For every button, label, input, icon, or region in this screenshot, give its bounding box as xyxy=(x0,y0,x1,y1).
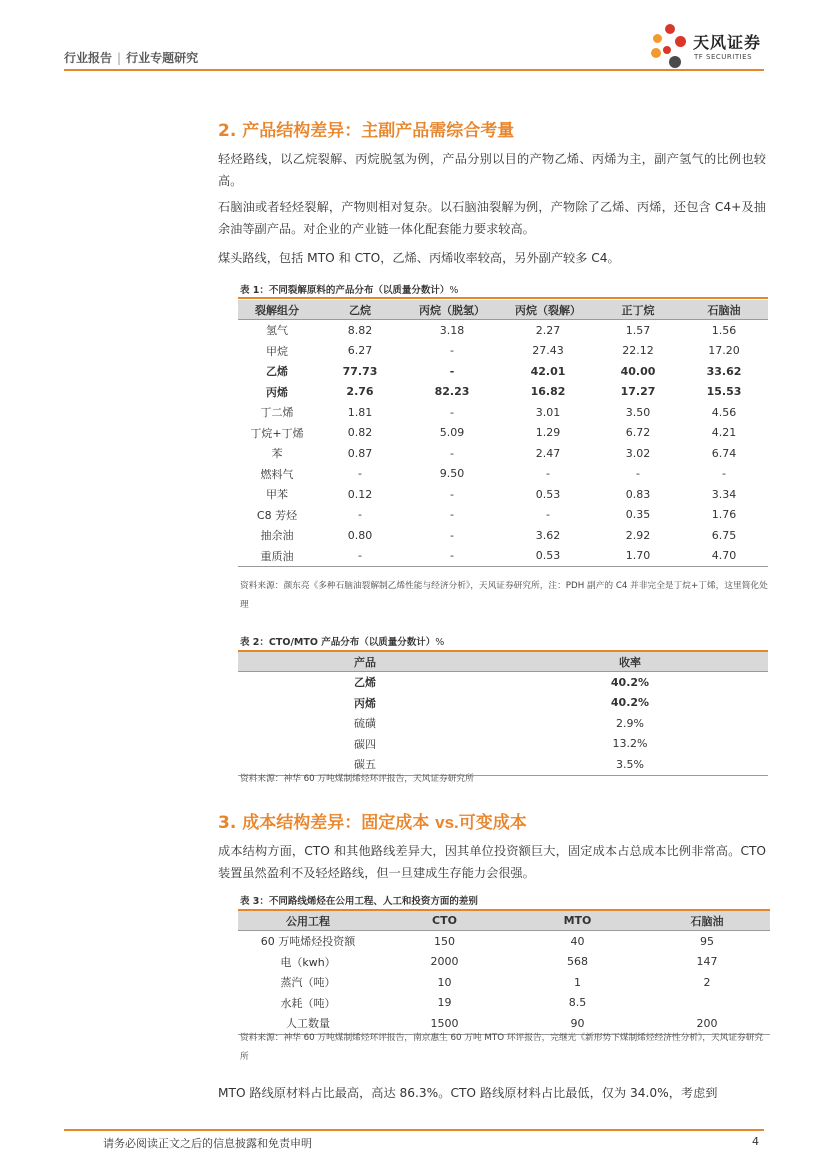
table-cell: 重质油 xyxy=(238,546,316,567)
table-row xyxy=(238,693,768,714)
table-cell: 3.18 xyxy=(439,323,465,337)
table-cell: 77.73 xyxy=(342,364,378,378)
table-cell: 乙烯 xyxy=(354,676,376,690)
table-1-unit: % xyxy=(449,285,459,296)
table-cell: - xyxy=(316,546,404,567)
section-3-heading-part-2: 可变成本 xyxy=(458,813,527,833)
table-cell: 33.62 xyxy=(706,364,742,378)
table-1-top-rule xyxy=(238,297,768,299)
logo-dot-icon xyxy=(669,56,681,68)
table-cell: - xyxy=(450,508,454,522)
table-cell: 3.01 xyxy=(535,405,561,419)
logo-text-en: TF SECURITIES xyxy=(694,53,753,61)
table-3-source: 资料来源：神华 60 万吨煤制烯烃环评报告，南京惠生 60 万吨 MTO 环评报告，完继光《新形势下煤制烯烃经济性分析》，天风证券研究所 xyxy=(240,1033,764,1062)
table-cell: - xyxy=(358,467,362,481)
table-cell: 2.47 xyxy=(535,446,561,460)
column-header: 裂解组分 xyxy=(238,300,316,320)
table-cell: 人工数量 xyxy=(238,1013,378,1034)
table-cell: - xyxy=(546,508,550,522)
table-cell: 0.83 xyxy=(625,487,651,501)
table-cell: - xyxy=(358,508,362,522)
table-cell: 40.00 xyxy=(620,364,656,378)
table-2 xyxy=(238,652,768,776)
table-cell: 16.82 xyxy=(530,385,566,399)
logo-dot-icon xyxy=(651,48,661,58)
tail-paragraph: MTO 路线原材料占比最高，高达 86.3%。CTO 路线原材料占比最低，仅为 34.0%，考虑到 xyxy=(218,1086,718,1100)
table-cell: 568 xyxy=(567,955,588,969)
table-cell: 60 万吨烯烃投资额 xyxy=(260,935,356,949)
table-cell: 2.9% xyxy=(616,716,644,730)
table-cell: 1.57 xyxy=(625,323,651,337)
header-divider xyxy=(64,69,764,71)
table-cell: 6.72 xyxy=(625,426,651,440)
table-cell: 8.5 xyxy=(568,996,587,1010)
company-logo xyxy=(651,24,771,72)
column-header: 石脑油 xyxy=(644,911,770,931)
table-row xyxy=(238,402,768,423)
table-cell: 0.53 xyxy=(500,546,596,567)
table-cell: 苯 xyxy=(271,447,283,461)
column-header: 公用工程 xyxy=(238,911,378,931)
table-cell: 82.23 xyxy=(434,385,470,399)
table-row xyxy=(238,972,770,993)
column-header: 丙烷（裂解） xyxy=(500,300,596,320)
table-cell: 2.27 xyxy=(535,323,561,337)
table-1-caption xyxy=(240,282,458,296)
table-cell: 6.75 xyxy=(711,528,737,542)
table-2-unit: % xyxy=(435,637,445,648)
page-header xyxy=(64,49,198,66)
column-header: 产品 xyxy=(238,652,492,672)
table-cell: 4.70 xyxy=(680,546,768,567)
table-cell: 17.20 xyxy=(708,344,740,358)
table-1-source: 资料来源：颜东亮《多种石脑油裂解制乙烯性能与经济分析》，天风证券研究所，注：PDH 副产的 C4 并非完全是丁烷+丁烯，这里简化处理 xyxy=(240,581,768,610)
table-row xyxy=(238,546,768,567)
column-header: 乙烷 xyxy=(316,300,404,320)
page-number: 4 xyxy=(752,1135,759,1148)
table-cell: 4.21 xyxy=(711,426,737,440)
table-cell: 3.02 xyxy=(625,446,651,460)
table-cell: 0.82 xyxy=(347,426,373,440)
table-cell: - xyxy=(450,487,454,501)
table-cell: - xyxy=(450,405,454,419)
table-row xyxy=(238,734,768,755)
column-header: 正丁烷 xyxy=(596,300,680,320)
table-row xyxy=(238,484,768,505)
table-cell: 5.09 xyxy=(439,426,465,440)
table-2-caption xyxy=(240,634,444,648)
table-cell: 3.62 xyxy=(535,528,561,542)
logo-dot-icon xyxy=(663,46,671,54)
section-3-heading xyxy=(218,808,527,833)
column-header: 石脑油 xyxy=(680,300,768,320)
table-cell: 13.2% xyxy=(612,737,648,751)
table-cell: 6.74 xyxy=(711,446,737,460)
table-cell: 2000 xyxy=(430,955,459,969)
table-cell: - xyxy=(404,546,500,567)
table-cell: 17.27 xyxy=(620,385,656,399)
table-cell: 氢气 xyxy=(266,324,288,338)
table-cell: 1.81 xyxy=(347,405,373,419)
table-cell: 乙烯 xyxy=(266,365,288,379)
table-cell: 19 xyxy=(437,996,452,1010)
table-cell: 4.56 xyxy=(711,405,737,419)
table-cell: - xyxy=(450,528,454,542)
table-3-caption: 表 3：不同路线烯烃在公用工程、人工和投资方面的差别 xyxy=(240,896,478,907)
table-header-row xyxy=(238,652,768,672)
table-cell: 甲苯 xyxy=(266,488,288,502)
table-row xyxy=(238,993,770,1014)
table-cell: 水耗（吨） xyxy=(280,996,336,1010)
report-subtype: 行业专题研究 xyxy=(126,51,199,65)
logo-text-cn: 天风证券 xyxy=(693,33,762,52)
table-1 xyxy=(238,300,768,567)
table-cell: 丙烯 xyxy=(266,385,288,399)
table-cell: 3.5% xyxy=(492,754,768,775)
table-row xyxy=(238,361,768,382)
table-cell: 电（kwh） xyxy=(280,955,336,969)
table-cell: 9.50 xyxy=(439,467,465,481)
logo-dot-icon xyxy=(665,24,675,34)
table-cell: C8 芳烃 xyxy=(256,508,298,522)
table-header-row xyxy=(238,911,770,931)
table-cell: 0.35 xyxy=(625,508,651,522)
table-cell: - xyxy=(636,467,640,481)
table-cell: 2 xyxy=(703,975,711,989)
table-cell: 40.2% xyxy=(610,675,650,689)
table-cell: 10 xyxy=(437,975,452,989)
report-type: 行业报告 xyxy=(64,51,113,65)
column-header: CTO xyxy=(378,911,511,931)
header-separator: | xyxy=(117,51,122,65)
table-cell: 90 xyxy=(511,1013,644,1034)
table-cell: 0.53 xyxy=(535,487,561,501)
table-cell: 2.92 xyxy=(625,528,651,542)
column-header: 丙烷（脱氢） xyxy=(404,300,500,320)
table-cell: 0.12 xyxy=(347,487,373,501)
table-cell: 1500 xyxy=(378,1013,511,1034)
table-cell: 0.80 xyxy=(347,528,373,542)
table-cell: - xyxy=(450,446,454,460)
table-1-title: 表 1：不同裂解原料的产品分布（以质量分数计） xyxy=(240,285,450,296)
footer-disclaimer: 请务必阅读正文之后的信息披露和免责申明 xyxy=(103,1137,312,1150)
table-cell: 碳四 xyxy=(354,737,376,751)
table-cell: 3.34 xyxy=(711,487,737,501)
table-row xyxy=(238,931,770,952)
table-cell: - xyxy=(546,467,550,481)
section-2-paragraph-1: 轻烃路线，以乙烷裂解、丙烷脱氢为例，产品分别以目的产物乙烯、丙烯为主，副产氢气的比例也较高。 xyxy=(218,152,766,188)
table-row xyxy=(238,423,768,444)
table-cell: 抽余油 xyxy=(260,529,294,543)
table-cell: 3.50 xyxy=(625,405,651,419)
section-2-heading: 2. 产品结构差异：主副产品需综合考量 xyxy=(218,121,515,141)
table-cell: 丁烷+丁烯 xyxy=(250,426,304,440)
table-2-source: 资料来源：神华 60 万吨煤制烯烃环评报告，天风证券研究所 xyxy=(240,774,474,784)
table-cell: 40 xyxy=(570,934,585,948)
table-cell: 8.82 xyxy=(347,323,373,337)
table-row xyxy=(238,464,768,485)
logo-dot-icon xyxy=(675,36,686,47)
section-2-paragraph-3: 煤头路线，包括 MTO 和 CTO，乙烯、丙烯收率较高，另外副产较多 C4。 xyxy=(218,251,620,265)
table-row xyxy=(238,341,768,362)
table-cell: 2.76 xyxy=(346,385,374,399)
table-cell: 0.87 xyxy=(347,446,373,460)
column-header: 收率 xyxy=(492,652,768,672)
table-row xyxy=(238,952,770,973)
table-cell: 丁二烯 xyxy=(260,406,294,420)
logo-dot-icon xyxy=(653,34,662,43)
table-cell: 蒸汽（吨） xyxy=(280,976,336,990)
table-cell: 40.2% xyxy=(610,696,650,710)
table-2-title: 表 2：CTO/MTO 产品分布（以质量分数计） xyxy=(240,637,436,648)
table-row xyxy=(238,672,768,693)
table-cell: 42.01 xyxy=(530,364,566,378)
table-row xyxy=(238,505,768,526)
column-header: MTO xyxy=(511,911,644,931)
table-cell: 燃料气 xyxy=(260,467,294,481)
table-row xyxy=(238,443,768,464)
table-cell: 95 xyxy=(700,934,714,948)
table-cell: 1 xyxy=(574,975,581,989)
table-row xyxy=(238,320,768,341)
table-cell: 1.76 xyxy=(711,508,737,522)
table-3 xyxy=(238,911,770,1035)
table-cell: - xyxy=(722,467,726,481)
section-3-paragraph-1: 成本结构方面，CTO 和其他路线差异大，因其单位投资额巨大，固定成本占总成本比例非常高。CTO 装置虽然盈利不及轻烃路线，但一旦建成生存能力会很强。 xyxy=(218,844,766,880)
table-cell: - xyxy=(449,364,455,378)
table-cell: 147 xyxy=(696,955,718,969)
table-row xyxy=(238,713,768,734)
table-row xyxy=(238,382,768,403)
table-row xyxy=(238,525,768,546)
section-3-heading-part-1: 3. 成本结构差异：固定成本 xyxy=(218,813,436,833)
table-cell: 碳五 xyxy=(238,754,492,775)
table-cell: 27.43 xyxy=(532,344,564,358)
table-cell: 1.29 xyxy=(535,426,561,440)
table-cell: 150 xyxy=(434,934,455,948)
table-cell: 1.56 xyxy=(711,323,737,337)
table-cell: 1.70 xyxy=(596,546,680,567)
table-cell xyxy=(644,993,770,1014)
table-cell: 22.12 xyxy=(622,344,654,358)
table-cell: 200 xyxy=(644,1013,770,1034)
table-cell: - xyxy=(450,344,454,358)
table-cell: 硫磺 xyxy=(354,717,376,731)
section-2-paragraph-2: 石脑油或者轻烃裂解，产物则相对复杂。以石脑油裂解为例，产物除了乙烯、丙烯，还包含 C4+及抽余油等副产品。对企业的产业链一体化配套能力要求较高。 xyxy=(218,200,766,236)
table-header-row xyxy=(238,300,768,320)
table-cell: 甲烷 xyxy=(266,344,288,358)
table-cell: 15.53 xyxy=(706,385,742,399)
footer-divider xyxy=(64,1129,764,1131)
section-3-heading-vs: vs. xyxy=(435,813,459,832)
table-cell: 丙烯 xyxy=(354,696,376,710)
table-cell: 6.27 xyxy=(347,344,373,358)
